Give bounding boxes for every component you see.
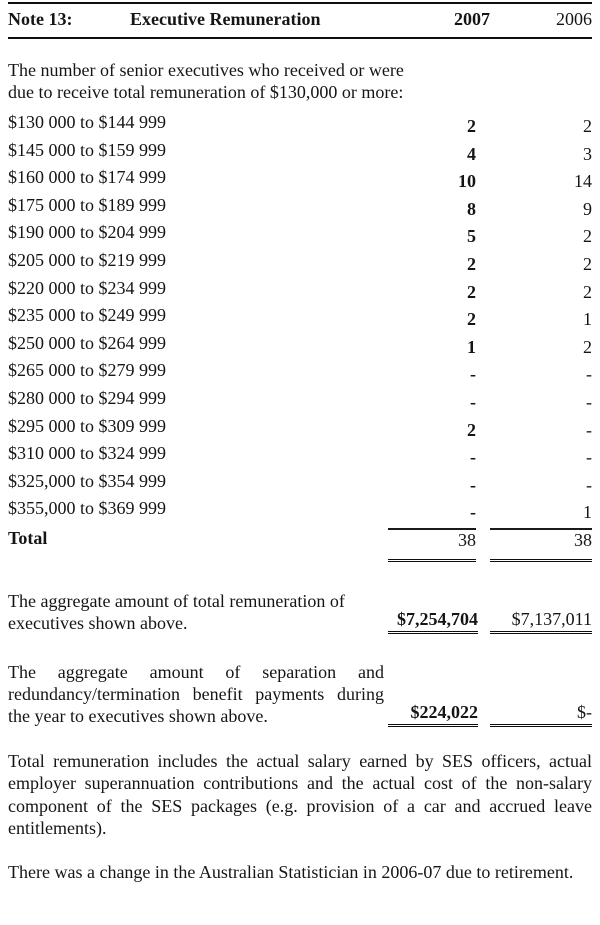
table-row: [8, 498, 592, 526]
count-2006: 2: [583, 336, 592, 357]
count-2006: 2: [583, 226, 592, 247]
table-row: [8, 112, 592, 140]
count-2007: -: [470, 474, 476, 495]
intro-paragraph: The number of senior executives who received or were due to receive total remuneration of $130,000 or more:: [8, 60, 404, 102]
table-row: [8, 333, 592, 361]
aggregate-remuneration-2007: $7,254,704: [388, 608, 478, 634]
count-2007: 2: [467, 309, 476, 330]
aggregate-remuneration-row: [8, 590, 592, 634]
total-2007: 38: [388, 530, 476, 562]
count-2006: 1: [490, 502, 592, 530]
count-2007: 2: [467, 116, 476, 136]
note-title: Executive Remuneration: [130, 9, 321, 29]
count-2007: -: [470, 447, 476, 468]
table-row: [8, 250, 592, 278]
note-number: Note 13:: [8, 9, 73, 29]
year-header-2007: 2007: [454, 9, 490, 29]
count-2006: 2: [583, 253, 592, 274]
table-row: [8, 278, 592, 306]
count-2006: -: [586, 419, 592, 440]
aggregate-remuneration-2006: $7,137,011: [490, 608, 592, 634]
band-label: $160 000 to $174 999: [8, 167, 167, 188]
count-2007: 2: [467, 281, 476, 302]
count-2006: 2: [583, 116, 592, 136]
count-2007: -: [470, 364, 476, 385]
band-label: $145 000 to $159 999: [8, 139, 167, 160]
count-2006: 3: [583, 143, 592, 164]
separation-payments-text: The aggregate amount of separation and redundancy/termination benefit payments during the year to executives shown above.: [8, 661, 384, 726]
count-2007: 5: [467, 226, 476, 247]
band-label: $220 000 to $234 999: [8, 277, 167, 298]
table-row: [8, 471, 592, 499]
table-row: [8, 167, 592, 195]
count-2006: 14: [574, 171, 592, 192]
band-label: $130 000 to $144 999: [8, 112, 167, 132]
band-label: $280 000 to $294 999: [8, 387, 167, 408]
statistician-paragraph: There was a change in the Australian Statistician in 2006-07 due to retirement.: [8, 861, 574, 882]
band-label: $265 000 to $279 999: [8, 360, 167, 381]
band-label: $235 000 to $249 999: [8, 305, 167, 326]
table-row: [8, 388, 592, 416]
count-2006: -: [586, 364, 592, 385]
count-2006: -: [586, 447, 592, 468]
count-2006: 1: [583, 309, 592, 330]
band-label: $325,000 to $354 999: [8, 470, 167, 491]
count-2007: 8: [467, 198, 476, 219]
year-header-2006: 2006: [556, 9, 592, 29]
count-2006: 2: [583, 281, 592, 302]
table-row: [8, 443, 592, 471]
note-header: [8, 4, 592, 39]
count-2007: 2: [467, 253, 476, 274]
count-2007: 2: [467, 419, 476, 440]
count-2007: 1: [467, 336, 476, 357]
total-2006: 38: [490, 530, 592, 562]
band-label: $250 000 to $264 999: [8, 332, 167, 353]
total-label: Total: [8, 527, 48, 548]
separation-payments-row: [8, 661, 592, 727]
count-2006: -: [586, 391, 592, 412]
count-2006: 9: [583, 198, 592, 219]
band-label: $190 000 to $204 999: [8, 222, 167, 243]
count-2007: -: [388, 502, 476, 530]
count-2007: 10: [458, 171, 476, 192]
band-label: $310 000 to $324 999: [8, 443, 167, 464]
band-label: $205 000 to $219 999: [8, 249, 167, 270]
count-2006: -: [586, 474, 592, 495]
aggregate-remuneration-text: The aggregate amount of total remuneration of executives shown above.: [8, 590, 345, 633]
band-label: $355,000 to $369 999: [8, 498, 167, 519]
table-row: [8, 305, 592, 333]
separation-payments-2007: $224,022: [388, 701, 478, 727]
remuneration-table: [8, 112, 592, 560]
band-label: $295 000 to $309 999: [8, 415, 167, 436]
band-label: $175 000 to $189 999: [8, 194, 167, 215]
table-row: [8, 360, 592, 388]
count-2007: -: [470, 391, 476, 412]
table-row: [8, 222, 592, 250]
separation-payments-2006: $-: [490, 701, 592, 727]
total-row: [8, 528, 592, 560]
table-row: [8, 195, 592, 223]
table-row: [8, 416, 592, 444]
table-row: [8, 140, 592, 168]
footnote-paragraph: Total remuneration includes the actual salary earned by SES officers, actual employer superannuation contributions and the actual cost of the non-salary component of the SES packages (e.g. provision of a car and accrued leave entitlements).: [8, 750, 592, 839]
count-2007: 4: [467, 143, 476, 164]
